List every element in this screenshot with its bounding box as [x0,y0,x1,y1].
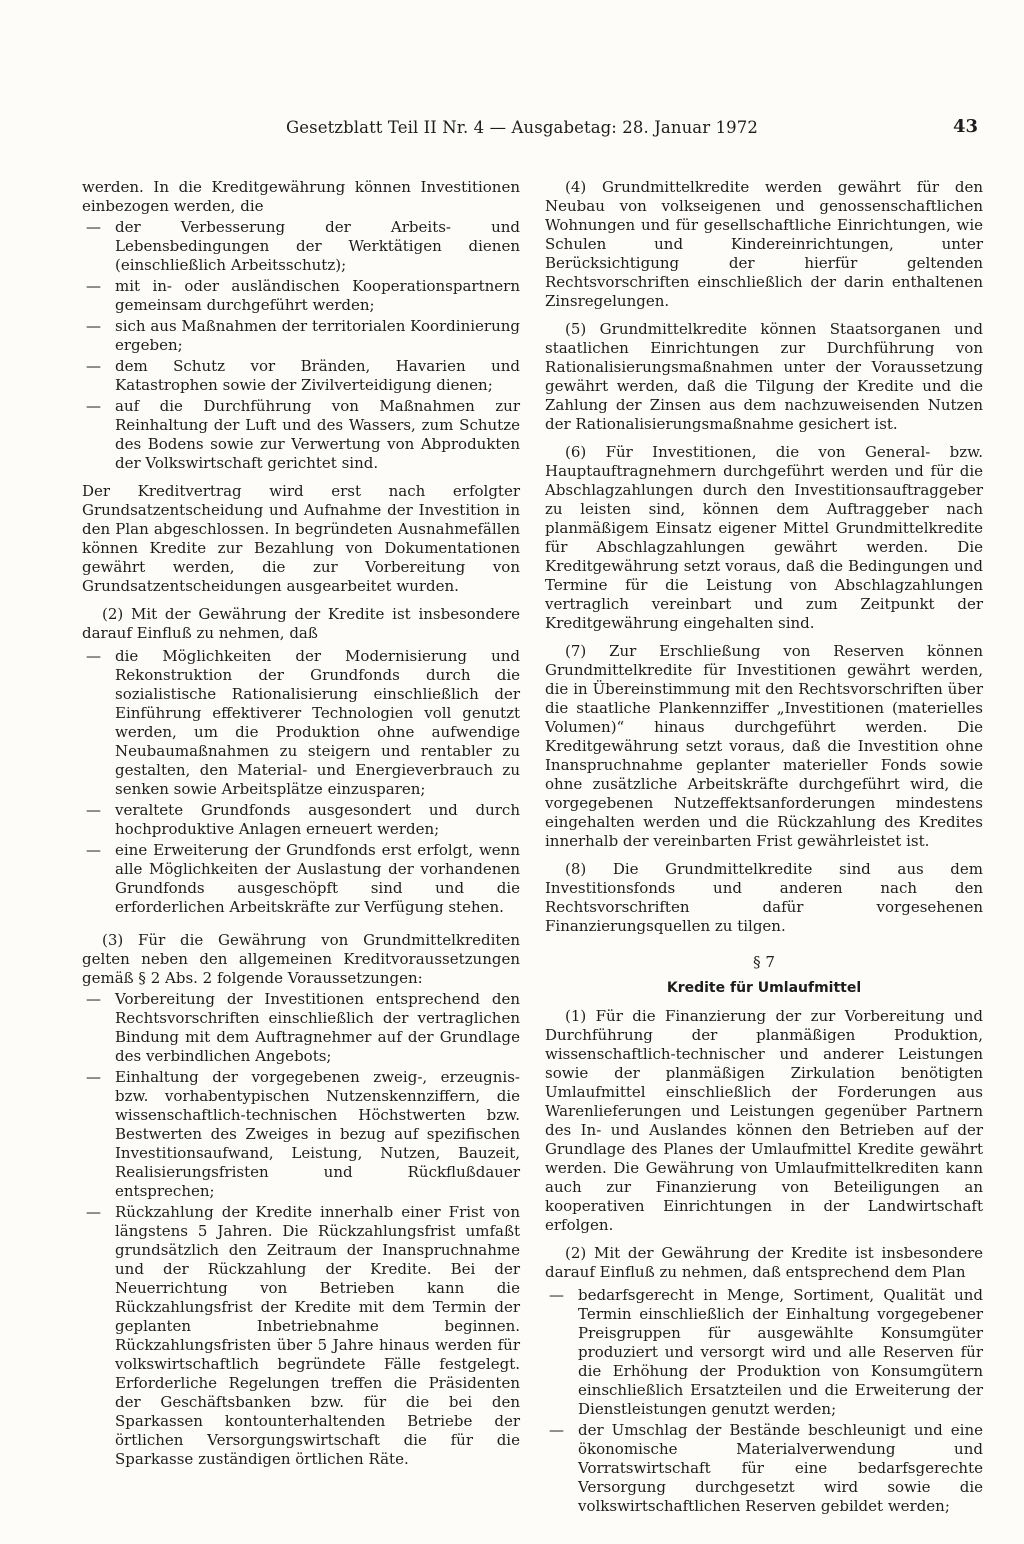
list-item [82,841,520,917]
dash: — [86,841,101,859]
page-header [286,118,978,144]
list-item [82,218,520,275]
list-item-text: eine Erweiterung der Grundfonds erst erfolgt, wenn alle Möglichkeiten der Auslastung der vorhandenen Grundfonds ausgeschöpft sind und die erforderlichen Arbeitskräfte zur Verfügung stehen. [115,841,520,916]
list [82,218,520,473]
list-item [545,1421,983,1516]
section-heading: Kredite für Umlaufmittel [666,980,862,996]
list-item [82,357,520,395]
dash: — [549,1286,564,1304]
list-item-text: auf die Durchführung von Maßnahmen zur Reinhaltung der Luft und des Wassers, zum Schutze des Bodens sowie zur Verwertung von Abprodukten der Volkswirtschaft gerichtet sind. [115,397,520,472]
dash: — [86,397,101,415]
list-item-text: dem Schutz vor Bränden, Havarien und Katastrophen sowie der Zivilverteidigung dienen; [115,357,520,394]
dash: — [86,990,101,1008]
left-column [82,178,520,1478]
paragraph: (7) Zur Erschließung von Reserven können Grundmittelkredite für Investitionen gewährt werden, die in Übereinstimmung mit den Rechtsvorschriften über die staatliche Plankennziffer „Investitionen (materielles Volumen)“ hinaus durchgeführt werden. Die Kreditgewährung setzt voraus, daß die Investition ohne Inanspruchnahme geplanter materieller Fonds sowie ohne zusätzliche Arbeitskräfte durchgeführt wird, die vorgegebenen Nutzeffektsanforderungen mindestens eingehalten werden und die Rückzahlung des Kredites innerhalb der vereinbarten Frist gewährleistet ist. [545,642,983,850]
dash: — [86,218,101,236]
list-item [82,317,520,355]
dash: — [86,357,101,375]
dash: — [86,1203,101,1221]
paragraph: (2) Mit der Gewährung der Kredite ist insbesondere darauf Einfluß zu nehmen, daß [82,605,520,642]
dash: — [86,277,101,295]
paragraph: (5) Grundmittelkredite können Staatsorganen und staatlichen Einrichtungen zur Durchführung von Rationalisierungsmaßnahmen unter der Voraussetzung gewährt werden, daß die Tilgung der Kredite und die Zahlung der Zinsen aus dem nachzuweisenden Nutzen der Rationalisierungsmaßnahme gesichert ist. [545,320,983,433]
list-item [545,1286,983,1419]
paragraph: (8) Die Grundmittelkredite sind aus dem Investitionsfonds und anderen nach den Rechtsvorschriften dafür vorgesehenen Finanzierungsquellen zu tilgen. [545,860,983,935]
list-item [82,801,520,839]
paragraph: Der Kreditvertrag wird erst nach erfolgter Grundsatzentscheidung und Aufnahme der Investition in den Plan abgeschlossen. In begründeten Ausnahmefällen können Kredite zur Bezahlung von Dokumentationen gewährt werden, die zur Vorbereitung von Grundsatzentscheidungen ausgearbeitet wurden. [82,482,520,595]
paragraph: werden. In die Kreditgewährung können Investitionen einbezogen werden, die [82,178,520,215]
dash: — [86,801,101,819]
dash: — [86,647,101,665]
paragraph: (3) Für die Gewährung von Grundmittelkrediten gelten neben den allgemeinen Kreditvoraussetzungen gemäß § 2 Abs. 2 folgende Voraussetzungen: [82,931,520,987]
list-item-text: mit in- oder ausländischen Kooperationspartnern gemeinsam durchgeführt werden; [115,277,520,314]
list-item-text: veraltete Grundfonds ausgesondert und durch hochproduktive Anlagen erneuert werden; [115,801,520,838]
list-item [82,397,520,473]
paragraph: (1) Für die Finanzierung der zur Vorbereitung und Durchführung der planmäßigen Produktion, wissenschaftlich-technischer und anderer Leistungen sowie der planmäßigen Zirkulation benötigten Umlaufmittel einschließlich der Forderungen aus Warenlieferungen und Leistungen gegenüber Partnern des In- und Auslandes können den Betrieben auf der Grundlage des Planes der Umlaufmittel Kredite gewährt werden. Die Gewährung von Umlaufmittelkrediten kann auch zur Finanzierung von Beteiligungen an kooperativen Einrichtungen in der Landwirtschaft erfolgen. [545,1007,983,1234]
list [545,1286,983,1516]
list-item [82,647,520,799]
dash: — [86,1068,101,1086]
list [82,990,520,1469]
paragraph: (6) Für Investitionen, die von General- bzw. Hauptauftragnehmern durchgeführt werden und für die Abschlagzahlungen durch den Investitionsauftraggeber zu leisten sind, können dem Auftraggeber nach planmäßigem Einsatz eigener Mittel Grundmittelkredite für Abschlagzahlungen gewährt werden. Die Kreditgewährung setzt voraus, daß die Bedingungen und Termine für die Leistung von Abschlagzahlungen vertraglich vereinbart und zum Zeitpunkt der Kreditgewährung eingehalten sind. [545,443,983,632]
list-item-text: bedarfsgerecht in Menge, Sortiment, Qualität und Termin einschließlich der Einhaltung vorgegebener Preisgruppen für ausgewählte Konsumgüter produziert und versorgt wird und alle Reserven für die Erhöhung der Produktion von Konsumgütern einschließlich Ersatzteilen und die Erweiterung der Dienstleistungen genutzt werden; [578,1286,983,1418]
list-item-text: Rückzahlung der Kredite innerhalb einer Frist von längstens 5 Jahren. Die Rückzahlungsfrist umfaßt grundsätzlich den Zeitraum der Inanspruchnahme und der Rückzahlung der Kredite. Bei der Neuerrichtung von Betrieben kann die Rückzahlungsfrist der Kredite mit dem Termin der geplanten Inbetriebnahme beginnen. Rückzahlungsfristen über 5 Jahre hinaus werden für volkswirtschaftlich begründete Fälle festgelegt. Erforderliche Regelungen treffen die Präsidenten der Geschäftsbanken bzw. für die bei den Sparkassen kontounterhaltenden Betriebe der örtlichen Versorgungswirtschaft die für die Sparkasse zuständigen örtlichen Räte. [115,1203,520,1468]
list-item-text: sich aus Maßnahmen der territorialen Koordinierung ergeben; [115,317,520,354]
list-item [82,277,520,315]
list-item [82,1068,520,1201]
list-item-text: die Möglichkeiten der Modernisierung und Rekonstruktion der Grundfonds durch die sozialistische Rationalisierung einschließlich der Einführung effektiverer Technologien voll genutzt werden, um die Produktion ohne aufwendige Neubaumaßnahmen zu steigern und rentabler zu gestalten, den Material- und Energieverbrauch zu senken sowie Arbeitsplätze einzusparen; [115,647,520,798]
list [82,647,520,917]
list-item-text: der Umschlag der Bestände beschleunigt und eine ökonomische Materialverwendung und Vorratswirtschaft für eine bedarfsgerechte Versorgung durchgesetzt wird sowie die volkswirtschaftlichen Reserven gebildet werden; [578,1421,983,1515]
dash: — [549,1421,564,1439]
page-number: 43 [952,116,978,137]
list-item [82,990,520,1066]
paragraph: (4) Grundmittelkredite werden gewährt für den Neubau von volkseigenen und genossenschaftlichen Wohnungen und für gesellschaftliche Einrichtungen, wie Schulen und Kindereinrichtungen, unter Berücksichtigung der hierfür geltenden Rechtsvorschriften einschließlich der darin enthaltenen Zinsregelungen. [545,178,983,310]
list-item-text: der Verbesserung der Arbeits- und Lebensbedingungen der Werktätigen dienen (einschließlich Arbeitsschutz); [115,218,520,274]
dash: — [86,317,101,335]
list-item-text: Vorbereitung der Investitionen entsprechend den Rechtsvorschriften einschließlich der vertraglichen Bindung mit dem Auftragnehmer auf der Grundlage des verbindlichen Angebots; [115,990,520,1065]
right-column [545,178,983,1525]
paragraph: (2) Mit der Gewährung der Kredite ist insbesondere darauf Einfluß zu nehmen, daß entsprechend dem Plan [545,1244,983,1281]
list-item-text: Einhaltung der vorgegebenen zweig-, erzeugnis- bzw. vorhabentypischen Nutzenskennziffern, die wissenschaftlich-technischen Höchstwerten bzw. Bestwerten des Zweiges in bezug auf spezifischen Investitionsaufwand, Leistung, Nutzen, Bauzeit, Realisierungsfristen und Rückflußdauer entsprechen; [115,1068,520,1200]
header-title: Gesetzblatt Teil II Nr. 4 — Ausgabetag: 28. Januar 1972 [286,118,758,137]
section-number: § 7 [753,953,775,971]
list-item [82,1203,520,1469]
